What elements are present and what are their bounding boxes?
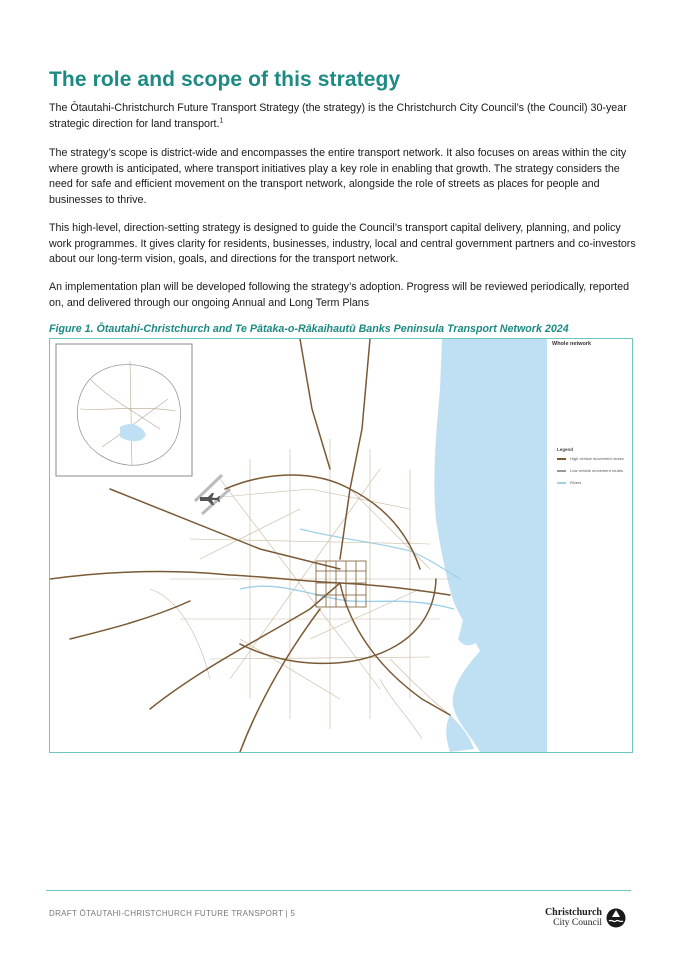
logo-text-line-2: City Council bbox=[553, 918, 602, 928]
map-legend-panel bbox=[547, 339, 633, 752]
map-legend bbox=[557, 447, 631, 492]
legend-label: High vehicle movement routes bbox=[570, 456, 624, 461]
logo-text-line-1: Christchurch bbox=[544, 907, 602, 918]
legend-label: Rivers bbox=[570, 480, 582, 485]
legend-swatch bbox=[557, 470, 566, 472]
footer-divider bbox=[46, 890, 631, 891]
intro-paragraph bbox=[49, 101, 637, 132]
figure-caption: Figure 1. Ōtautahi-Christchurch and Te Pātaka-o-Rākaihautū Banks Peninsula Transport Network 2024 bbox=[49, 323, 569, 335]
scope-paragraph: The strategy’s scope is district-wide and encompasses the entire transport network. It also focuses on areas within the city where growth is anticipated, where transport initiatives play a key role in enabling that growth. The strategy considers the need for safe and efficient movement on the transport network, alongside the role of streets as places for people and businesses to thrive. bbox=[49, 147, 627, 206]
legend-swatch bbox=[557, 458, 566, 460]
sea-area bbox=[434, 339, 548, 752]
river bbox=[300, 529, 460, 579]
footer-running-title: DRAFT ŌTAUTAHI-CHRISTCHURCH FUTURE TRANSPORT | 5 bbox=[49, 909, 296, 918]
legend-title: Legend bbox=[557, 447, 574, 452]
legend-item-high-vehicle bbox=[557, 456, 631, 461]
map-heading: Whole network bbox=[552, 341, 592, 347]
airport-icon bbox=[195, 475, 230, 514]
legend-item-rivers bbox=[557, 480, 631, 485]
council-logo-icon bbox=[606, 908, 626, 928]
legend-item-low-vehicle bbox=[557, 468, 631, 473]
intro-text: The Ōtautahi-Christchurch Future Transport Strategy (the strategy) is the Christchurch City Council’s (the Council) 30-year strategic direction for land transport. bbox=[49, 102, 627, 130]
legend-swatch bbox=[557, 482, 566, 484]
transport-network-map bbox=[49, 338, 633, 753]
council-logo[interactable] bbox=[540, 907, 626, 931]
implementation-paragraph: An implementation plan will be developed following the strategy’s adoption. Progress will be reviewed periodically, reported on, and delivered through our ongoing Annual and Long Term Plans bbox=[49, 281, 630, 309]
legend-label: Low vehicle movement routes bbox=[570, 468, 623, 473]
direction-paragraph: This high-level, direction-setting strategy is designed to guide the Council’s transport capital delivery, planning, and policy work programmes. It gives clarity for residents, businesses, industry, local and central government partners and co-investors about our long-term vision, goals, and directions for the transport network. bbox=[49, 222, 636, 266]
page-title: The role and scope of this strategy bbox=[49, 68, 401, 91]
footnote-marker[interactable]: 1 bbox=[219, 117, 224, 125]
map-canvas bbox=[50, 339, 548, 752]
